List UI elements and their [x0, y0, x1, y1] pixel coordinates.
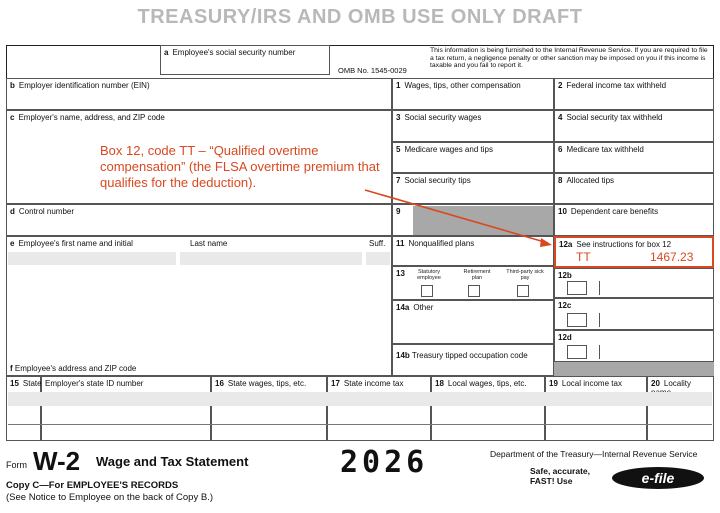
- box-3[interactable]: 3 Social security wages: [392, 110, 554, 142]
- box-14a[interactable]: 14a Other: [392, 300, 554, 344]
- box-12a-code: TT: [576, 250, 591, 264]
- department-label: Department of the Treasury—Internal Revenue Service: [490, 449, 698, 459]
- box-7[interactable]: 7 Social security tips: [392, 173, 554, 204]
- draft-header: TREASURY/IRS AND OMB USE ONLY DRAFT: [137, 6, 583, 28]
- box-14b[interactable]: 14b Treasury tipped occupation code: [392, 344, 554, 376]
- form-name: W-2: [33, 446, 81, 476]
- box-f[interactable]: f Employee's address and ZIP code: [10, 364, 137, 373]
- box-12b[interactable]: 12b: [554, 268, 714, 298]
- box-20[interactable]: 20 Locality: [647, 376, 714, 441]
- form-word: Form: [6, 460, 27, 470]
- box-12a-amount: 1467.23: [650, 250, 694, 264]
- box-13: 13 Statutory employee Retirement plan Third-party sick pay: [392, 266, 554, 300]
- box-15-id[interactable]: Employer's state ID number: [41, 376, 211, 441]
- thirdparty-label: Third-party sick pay: [506, 269, 544, 281]
- box-c[interactable]: c Employer's name, address, and ZIP code: [6, 110, 392, 204]
- box-12a[interactable]: 12a See instructions for box 12 TT 1467.23: [554, 236, 714, 268]
- irs-notice: This information is being furnished to the Internal Revenue Service. If you are required to file a tax return, a negligence penalty or other sanction may be imposed on you if this income is taxable and you fail to report it.: [430, 47, 708, 70]
- box-15-state[interactable]: 15 State: [6, 376, 41, 441]
- last-name-label: Last name: [190, 239, 228, 248]
- box-a[interactable]: a Employee's social security number: [160, 45, 330, 75]
- box-8[interactable]: 8 Allocated tips: [554, 173, 714, 204]
- box-10[interactable]: 10 Dependent care benefits: [554, 204, 714, 236]
- box-d[interactable]: d Control number: [6, 204, 392, 236]
- box-12c[interactable]: 12c: [554, 298, 714, 330]
- box-17[interactable]: 17 State income tax: [327, 376, 431, 441]
- see-notice: (See Notice to Employee on the back of Copy B.): [6, 492, 213, 503]
- tax-year: 2026: [340, 445, 429, 480]
- efile-logo: e-file: [612, 467, 704, 489]
- box-18[interactable]: 18 Local wages, tips, etc.: [431, 376, 545, 441]
- statutory-label: Statutory employee: [417, 269, 441, 281]
- annotation-text: Box 12, code TT – “Qualified overtime compensation” (the FLSA overtime premium that qualifies for the deduction).: [100, 143, 380, 190]
- box-11[interactable]: 11 Nonqualified plans: [392, 236, 554, 266]
- box-5[interactable]: 5 Medicare wages and tips: [392, 142, 554, 173]
- copy-label: Copy C—For EMPLOYEE'S RECORDS: [6, 480, 179, 491]
- box-16[interactable]: 16 State wages, tips, etc.: [211, 376, 327, 441]
- box-4[interactable]: 4 Social security tax withheld: [554, 110, 714, 142]
- box-6[interactable]: 6 Medicare tax withheld: [554, 142, 714, 173]
- box-12d[interactable]: 12d: [554, 330, 714, 362]
- box-1[interactable]: 1 Wages, tips, other compensation: [392, 78, 554, 110]
- suffix-label: Suff.: [369, 239, 386, 248]
- box-19[interactable]: 19 Local income tax: [545, 376, 647, 441]
- box-9: 9: [392, 204, 554, 236]
- form-title: Wage and Tax Statement: [96, 454, 249, 469]
- box-b[interactable]: b Employer identification number (EIN): [6, 78, 392, 110]
- omb-number: OMB No. 1545-0029: [338, 66, 407, 75]
- retirement-label: Retirement plan: [463, 269, 491, 281]
- safe-accurate: Safe, accurate, FAST! Use: [530, 466, 591, 486]
- box-2[interactable]: 2 Federal income tax withheld: [554, 78, 714, 110]
- box-e[interactable]: e Employee's first name and initial Last name Suff.: [6, 236, 392, 376]
